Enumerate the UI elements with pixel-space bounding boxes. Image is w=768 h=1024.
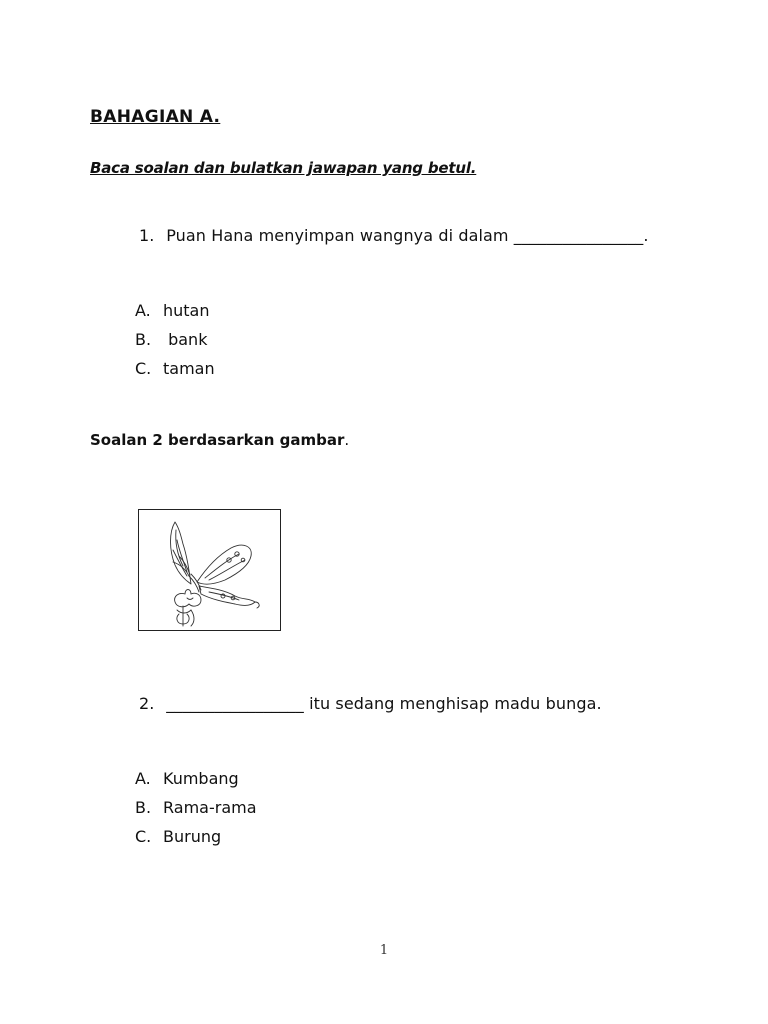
option-text: Burung	[163, 827, 222, 846]
option-text: Rama-rama	[163, 798, 257, 817]
picture-frame	[138, 509, 281, 631]
option-text: hutan	[163, 301, 210, 320]
option-c[interactable]	[135, 359, 215, 378]
question-text: Puan Hana menyimpan wangnya di dalam ________________.	[166, 226, 649, 245]
question-text: _________________ itu sedang menghisap madu bunga.	[166, 694, 602, 713]
option-letter: C.	[135, 359, 152, 378]
section-heading: BAHAGIAN A.	[90, 107, 221, 127]
picture-instruction-period: .	[344, 431, 350, 449]
question-2	[139, 694, 602, 713]
question-number: 1.	[139, 226, 155, 245]
option-a[interactable]	[135, 301, 210, 320]
option-text: Kumbang	[163, 769, 239, 788]
option-b[interactable]	[135, 798, 257, 817]
option-text: bank	[163, 330, 208, 349]
question-number: 2.	[139, 694, 155, 713]
option-letter: B.	[135, 798, 152, 817]
option-letter: C.	[135, 827, 152, 846]
option-text: taman	[163, 359, 215, 378]
butterfly-on-flower-icon	[139, 510, 280, 630]
picture-instruction	[90, 431, 349, 449]
question-1	[139, 226, 649, 245]
option-letter: A.	[135, 769, 151, 788]
page-number: 1	[379, 943, 389, 958]
option-a[interactable]	[135, 769, 239, 788]
option-letter: B.	[135, 330, 152, 349]
option-b[interactable]	[135, 330, 207, 349]
instruction-text: Baca soalan dan bulatkan jawapan yang betul.	[90, 159, 477, 177]
option-letter: A.	[135, 301, 151, 320]
picture-instruction-label: Soalan 2 berdasarkan gambar	[90, 431, 345, 449]
option-c[interactable]	[135, 827, 221, 846]
